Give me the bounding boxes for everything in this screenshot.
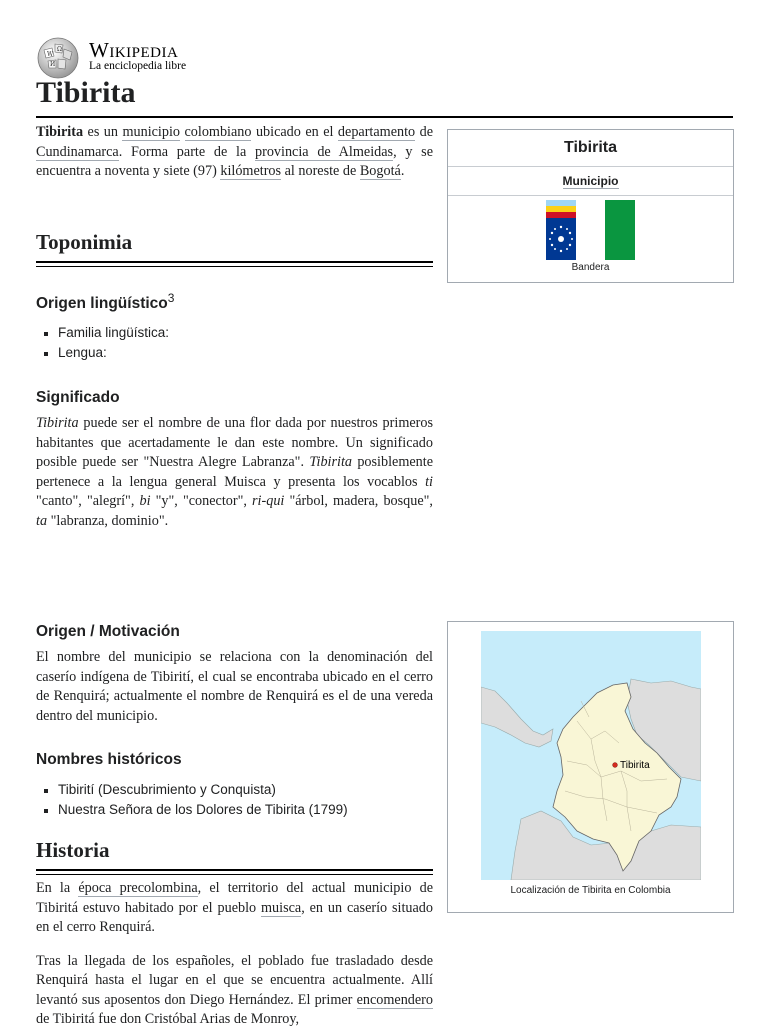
infobox-title: Tibirita bbox=[448, 130, 733, 167]
significado-section bbox=[36, 389, 433, 407]
link-municipio[interactable]: municipio bbox=[122, 124, 181, 140]
wikipedia-logo[interactable] bbox=[36, 36, 236, 80]
italic-term: ti bbox=[425, 473, 433, 490]
section-divider bbox=[36, 869, 433, 875]
significado-heading: Significado bbox=[36, 389, 120, 406]
link-kilometros[interactable]: kilómetros bbox=[220, 163, 282, 179]
link-cundinamarca[interactable]: Cundinamarca bbox=[36, 143, 119, 160]
motivacion-body bbox=[36, 648, 433, 726]
text: de bbox=[415, 124, 434, 140]
motivacion-paragraph: El nombre del municipio se relaciona con la denominación del caserío indígena de Tibirití, el cual se encontraba ubicado en el cerro de Renquirá; actualmente el nombre de Renquirá es el de una vereda dentro del municipio. bbox=[36, 649, 433, 724]
toponimia-heading: Toponimia bbox=[36, 230, 133, 254]
historia-paragraph-2 bbox=[36, 952, 433, 1030]
text: , y se encuentra a noventa y siete (97) bbox=[36, 143, 434, 179]
svg-text:Ω: Ω bbox=[57, 46, 62, 53]
wikipedia-globe-icon bbox=[36, 36, 80, 80]
text: , el territorio del actual municipio de Tibiritá estuvo habitado por el pueblo bbox=[36, 880, 434, 916]
historia-paragraph-1 bbox=[36, 879, 433, 938]
origen-linguistico-section bbox=[36, 291, 433, 313]
flag-caption: Bandera bbox=[571, 262, 610, 273]
list-item: Nuestra Señora de los Dolores de Tibirita (1799) bbox=[58, 800, 433, 820]
svg-text:И: И bbox=[50, 61, 56, 68]
text: "canto", "alegrí", bbox=[36, 493, 140, 509]
colombia-map[interactable] bbox=[481, 631, 701, 880]
flag-green-panel bbox=[605, 200, 635, 260]
link-provincia-almeidas[interactable]: provincia de Almeidas bbox=[255, 143, 394, 160]
italic-term: ta bbox=[36, 512, 48, 529]
text: . bbox=[400, 163, 405, 179]
link-epoca-precolombina[interactable]: época precolombina bbox=[78, 880, 198, 896]
significado-paragraph bbox=[36, 414, 433, 531]
infobox bbox=[447, 129, 734, 283]
text: , en un caserío situado en el cerro Renquirá. bbox=[36, 899, 433, 935]
map-caption: Localización de Tibirita en Colombia bbox=[510, 885, 671, 896]
italic-term: ri-qui bbox=[252, 493, 285, 509]
infobox-flags bbox=[448, 196, 733, 282]
link-departamento[interactable]: departamento bbox=[337, 124, 416, 140]
origen-list bbox=[36, 323, 433, 363]
text: "labranza, dominio". bbox=[47, 512, 169, 529]
wikipedia-wordmark: Wikipedia bbox=[89, 38, 179, 62]
significado-body bbox=[36, 414, 433, 531]
section-divider bbox=[36, 261, 433, 267]
svg-text:W: W bbox=[47, 51, 54, 58]
intro-section bbox=[36, 123, 433, 182]
text: puede ser el nombre de una flor dada por nuestros primeros habitantes que acertadamente le dan este nombre. Un significado posible puede ser "Nuestra Alegre Labranza". bbox=[36, 415, 433, 470]
text: . Forma parte de la bbox=[118, 143, 256, 160]
infobox-type-link[interactable]: Municipio bbox=[562, 174, 619, 188]
text: En la bbox=[36, 880, 79, 896]
historia-heading: Historia bbox=[36, 838, 110, 862]
list-item: Lengua: bbox=[58, 343, 433, 363]
infobox-type bbox=[448, 167, 733, 196]
text: "y", "conector", bbox=[150, 493, 253, 509]
page-title: Tibirita bbox=[36, 76, 136, 109]
historia-body bbox=[36, 879, 433, 1030]
toponimia-section bbox=[36, 230, 433, 267]
text: al noreste de bbox=[281, 163, 360, 179]
wikipedia-tagline: La enciclopedia libre bbox=[89, 60, 187, 72]
flag-image[interactable] bbox=[546, 200, 576, 260]
italic-term: bi bbox=[139, 493, 151, 509]
text: Tras la llegada de los españoles, el poblado fue trasladado desde Renquirá hasta el lugar en el que se encuentra actualmente. Allí levantó sus aposentos don Diego Hernández. El primer bbox=[36, 952, 433, 1008]
text bbox=[180, 124, 184, 140]
motivacion-section bbox=[36, 623, 433, 641]
intro-bold-title: Tibirita bbox=[36, 124, 84, 140]
tibirita-marker[interactable] bbox=[613, 763, 618, 768]
motivacion-heading: Origen / Motivación bbox=[36, 623, 180, 640]
historicos-list bbox=[36, 780, 433, 820]
historicos-section bbox=[36, 751, 433, 769]
link-encomendero[interactable]: encomendero bbox=[356, 991, 433, 1008]
list-item: Familia lingüística: bbox=[58, 323, 433, 343]
text: ubicado en el bbox=[251, 124, 338, 140]
heading-text: Origen lingüístico bbox=[36, 295, 168, 313]
title-divider bbox=[36, 116, 733, 118]
italic-term: Tibirita bbox=[309, 454, 352, 470]
map-box bbox=[447, 621, 734, 913]
link-muisca[interactable]: muisca bbox=[261, 899, 302, 916]
origen-linguistico-heading bbox=[36, 291, 433, 313]
link-colombiano[interactable]: colombiano bbox=[184, 124, 252, 140]
italic-term: Tibirita bbox=[36, 415, 79, 431]
map-label: Tibirita bbox=[620, 760, 650, 771]
historicos-heading: Nombres históricos bbox=[36, 751, 182, 768]
text: posiblemente pertenece a la lengua general Muisca y presenta los vocablos bbox=[36, 454, 433, 490]
reference-sup[interactable]: 3 bbox=[167, 291, 175, 305]
intro-paragraph bbox=[36, 123, 433, 182]
list-item: Tibirití (Descubrimiento y Conquista) bbox=[58, 780, 433, 800]
text: es un bbox=[83, 124, 123, 140]
text: "árbol, madera, bosque", bbox=[284, 493, 433, 509]
text: de Tibiritá fue don Cristóbal Arias de Monroy, bbox=[36, 1011, 300, 1027]
link-bogota[interactable]: Bogotá bbox=[359, 163, 401, 179]
historia-section bbox=[36, 838, 433, 875]
